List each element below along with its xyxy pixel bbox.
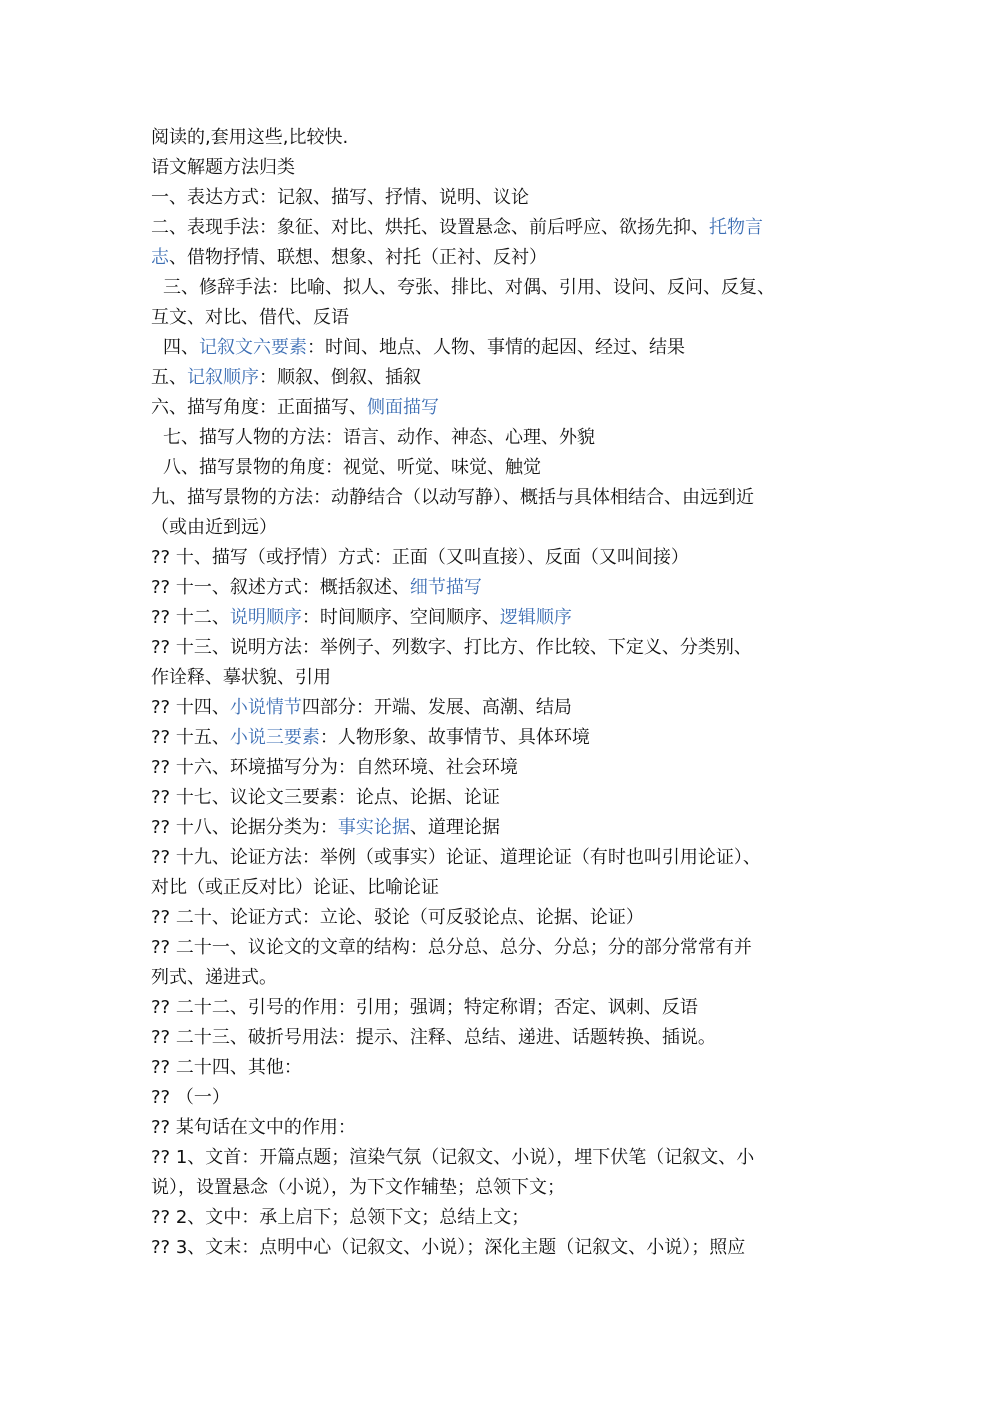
text-line bbox=[151, 663, 841, 693]
text-line bbox=[151, 813, 841, 843]
text-line bbox=[151, 573, 841, 603]
text-line bbox=[151, 483, 841, 513]
text-segment: ：时间、地点、人物、事情的起因、经过、结果 bbox=[307, 337, 685, 358]
text-line bbox=[151, 1083, 841, 1113]
term-link[interactable]: 细节描写 bbox=[409, 577, 482, 598]
text-line bbox=[151, 873, 841, 903]
text-segment: 六、描写角度：正面描写、 bbox=[151, 397, 367, 418]
text-line bbox=[151, 723, 841, 753]
text-segment: ：人物形象、故事情节、具体环境 bbox=[319, 727, 590, 748]
text-line bbox=[151, 693, 841, 723]
text-line bbox=[151, 1113, 841, 1143]
text-segment: 语文解题方法归类 bbox=[151, 157, 295, 178]
text-segment: 一、表达方式：记叙、描写、抒情、说明、议论 bbox=[151, 187, 529, 208]
text-segment: ?? 二十四、其他： bbox=[151, 1057, 302, 1078]
text-line bbox=[151, 783, 841, 813]
text-segment: ?? 十二、 bbox=[151, 607, 230, 628]
term-link[interactable]: 志 bbox=[151, 247, 169, 268]
text-line bbox=[151, 243, 841, 273]
text-segment: 阅读的,套用这些,比较快. bbox=[151, 127, 349, 148]
text-segment: ?? 二十三、破折号用法：提示、注释、总结、递进、话题转换、插说。 bbox=[151, 1027, 716, 1048]
text-segment: ?? 二十一、议论文的文章的结构：总分总、总分、分总；分的部分常常有并 bbox=[151, 937, 752, 958]
text-line bbox=[151, 1233, 841, 1263]
text-segment: 互文、对比、借代、反语 bbox=[151, 307, 349, 328]
text-line bbox=[151, 183, 841, 213]
text-line bbox=[151, 933, 841, 963]
document-body bbox=[151, 123, 841, 1263]
text-segment: ?? 十九、论证方法：举例（或事实）论证、道理论证（有时也叫引用论证）、 bbox=[151, 847, 761, 868]
text-segment: 三、修辞手法：比喻、拟人、夸张、排比、对偶、引用、设问、反问、反复、 bbox=[163, 277, 775, 298]
text-segment: ?? （一） bbox=[151, 1087, 230, 1108]
text-segment: 二、表现手法：象征、对比、烘托、设置悬念、前后呼应、欲扬先抑、 bbox=[151, 217, 709, 238]
text-line bbox=[151, 393, 841, 423]
text-line bbox=[151, 453, 841, 483]
text-segment: 九、描写景物的方法：动静结合（以动写静）、概括与具体相结合、由远到近 bbox=[151, 487, 754, 508]
text-line bbox=[151, 843, 841, 873]
text-line bbox=[151, 1143, 841, 1173]
term-link[interactable]: 小说三要素 bbox=[229, 727, 320, 748]
text-line bbox=[151, 363, 841, 393]
text-segment: 作诠释、摹状貌、引用 bbox=[151, 667, 331, 688]
text-segment: 、借物抒情、联想、想象、衬托（正衬、反衬） bbox=[169, 247, 547, 268]
term-link[interactable]: 侧面描写 bbox=[367, 397, 439, 418]
text-segment: ?? 十一、叙述方式：概括叙述、 bbox=[151, 577, 410, 598]
text-segment: ?? 二十、论证方式：立论、驳论（可反驳论点、论据、论证） bbox=[151, 907, 644, 928]
text-segment: ?? 十八、论据分类为： bbox=[151, 817, 338, 838]
text-segment: 、道理论据 bbox=[409, 817, 500, 838]
text-line bbox=[151, 213, 841, 243]
text-segment: ?? 二十二、引号的作用：引用；强调；特定称谓；否定、讽刺、反语 bbox=[151, 997, 698, 1018]
text-segment: 说），设置悬念（小说），为下文作辅垫；总领下文； bbox=[151, 1177, 565, 1198]
text-segment: ：时间顺序、空间顺序、 bbox=[301, 607, 500, 628]
text-segment: 四、 bbox=[163, 337, 199, 358]
text-line bbox=[151, 963, 841, 993]
term-link[interactable]: 逻辑顺序 bbox=[499, 607, 572, 628]
text-line bbox=[151, 423, 841, 453]
text-line bbox=[151, 543, 841, 573]
text-segment: ?? 十五、 bbox=[151, 727, 230, 748]
text-segment: ?? 十、描写（或抒情）方式：正面（又叫直接）、反面（又叫间接） bbox=[151, 547, 689, 568]
text-line bbox=[151, 603, 841, 633]
text-segment: 七、描写人物的方法：语言、动作、神态、心理、外貌 bbox=[163, 427, 595, 448]
text-line bbox=[151, 903, 841, 933]
text-line bbox=[151, 303, 841, 333]
text-line bbox=[151, 1173, 841, 1203]
text-segment: ?? 十四、 bbox=[151, 697, 230, 718]
text-segment: （或由近到远） bbox=[151, 517, 277, 538]
text-segment: ?? 某句话在文中的作用： bbox=[151, 1117, 356, 1138]
text-segment: 列式、递进式。 bbox=[151, 967, 277, 988]
text-line bbox=[151, 633, 841, 663]
term-link[interactable]: 记叙顺序 bbox=[187, 367, 259, 388]
term-link[interactable]: 托物言 bbox=[709, 217, 763, 238]
text-line bbox=[151, 513, 841, 543]
text-segment: ?? 2、文中：承上启下；总领下文；总结上文； bbox=[151, 1207, 530, 1228]
text-line bbox=[151, 123, 841, 153]
text-line bbox=[151, 1203, 841, 1233]
text-line bbox=[151, 1053, 841, 1083]
text-segment: ：顺叙、倒叙、插叙 bbox=[259, 367, 421, 388]
term-link[interactable]: 记叙文六要素 bbox=[199, 337, 307, 358]
text-segment: ?? 十六、环境描写分为：自然环境、社会环境 bbox=[151, 757, 518, 778]
text-line bbox=[151, 1023, 841, 1053]
text-line bbox=[151, 273, 841, 303]
text-segment: 五、 bbox=[151, 367, 187, 388]
text-line bbox=[151, 993, 841, 1023]
text-line bbox=[151, 753, 841, 783]
text-segment: ?? 十三、说明方法：举例子、列数字、打比方、作比较、下定义、分类别、 bbox=[151, 637, 752, 658]
text-segment: ?? 3、文末：点明中心（记叙文、小说）；深化主题（记叙文、小说）；照应 bbox=[151, 1237, 746, 1258]
term-link[interactable]: 小说情节 bbox=[229, 697, 302, 718]
text-segment: ?? 十七、议论文三要素：论点、论据、论证 bbox=[151, 787, 500, 808]
text-segment: 八、描写景物的角度：视觉、听觉、味觉、触觉 bbox=[163, 457, 541, 478]
text-segment: ?? 1、文首：开篇点题；渲染气氛（记叙文、小说），埋下伏笔（记叙文、小 bbox=[151, 1147, 755, 1168]
term-link[interactable]: 事实论据 bbox=[337, 817, 410, 838]
text-line bbox=[151, 153, 841, 183]
text-line bbox=[151, 333, 841, 363]
text-segment: 对比（或正反对比）论证、比喻论证 bbox=[151, 877, 439, 898]
text-segment: 四部分：开端、发展、高潮、结局 bbox=[301, 697, 572, 718]
term-link[interactable]: 说明顺序 bbox=[229, 607, 302, 628]
